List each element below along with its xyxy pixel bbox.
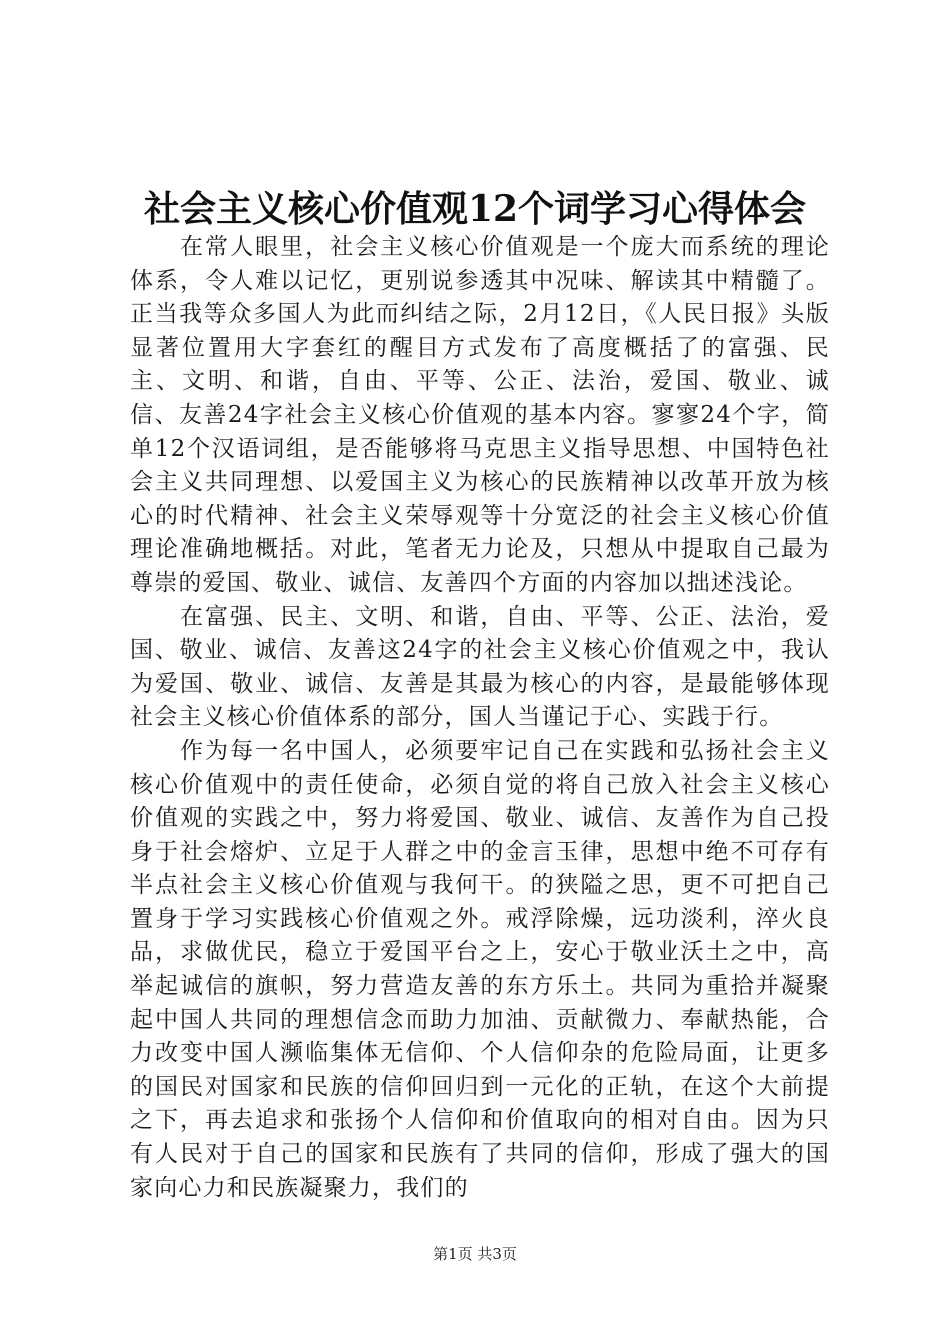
document-title: 社会主义核心价值观12个词学习心得体会 <box>143 188 807 230</box>
paragraph-2: 在富强、民主、文明、和谐，自由、平等、公正、法治，爱国、敬业、诚信、友善这24字的社会主义核心价值观之中，我认为爱国、敬业、诚信、友善是其最为核心的内容，是最能够体现社会主义核心价值体系的部分，国人当谨记于心、实践于行。 <box>130 603 830 731</box>
paragraph-3: 作为每一名中国人，必须要牢记自己在实践和弘扬社会主义核心价值观中的责任使命，必须自觉的将自己放入社会主义核心价值观的实践之中，努力将爱国、敬业、诚信、友善作为自己投身于社会熔炉、立足于人群之中的金言玉律，思想中绝不可存有半点社会主义核心价值观与我何干。的狭隘之思，更不可把自己置身于学习实践核心价值观之外。戒浮除燥，远功淡利，淬火良品，求做优民，稳立于爱国平台之上，安心于敬业沃土之中，高举起诚信的旗帜，努力营造友善的东方乐土。共同为重拾并凝聚起中国人共同的理想信念而助力加油、贡献微力、奉献热能，合力改变中国人濒临集体无信仰、个人信仰杂的危险局面，让更多的国民对国家和民族的信仰回归到一元化的正轨，在这个大前提之下，再去追求和张扬个人信仰和价值取向的相对自由。因为只有人民对于自己的国家和民族有了共同的信仰，形成了强大的国家向心力和民族凝聚力，我们的 <box>130 737 830 1201</box>
paragraph-1: 在常人眼里，社会主义核心价值观是一个庞大而系统的理论体系，令人难以记忆，更别说参透其中况味、解读其中精髓了。正当我等众多国人为此而纠结之际，2月12日，《人民日报》头版显著位置用大字套红的醒目方式发布了高度概括了的富强、民主、文明、和谐，自由、平等、公正、法治，爱国、敬业、诚信、友善24字社会主义核心价值观的基本内容。寥寥24个字，简单12个汉语词组，是否能够将马克思主义指导思想、中国特色社会主义共同理想、以爱国主义为核心的民族精神以改革开放为核心的时代精神、社会主义荣辱观等十分宽泛的社会主义核心价值理论准确地概括。对此，笔者无力论及，只想从中提取自己最为尊崇的爱国、敬业、诚信、友善四个方面的内容加以拙述浅论。 <box>130 234 830 596</box>
document-body <box>130 231 830 1205</box>
page-footer: 第1页 共3页 <box>433 1245 517 1263</box>
